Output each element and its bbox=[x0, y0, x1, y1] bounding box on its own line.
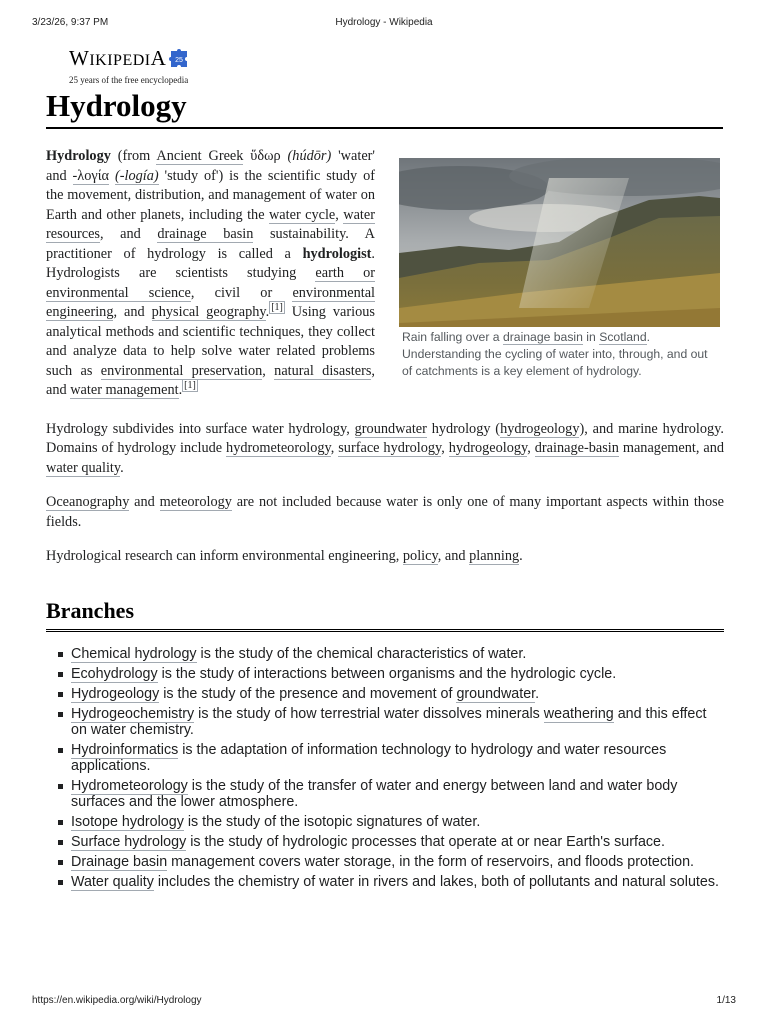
oceanography-paragraph: Oceanography and meteorology are not included because water is only one of many important aspects within those fields. bbox=[46, 494, 724, 530]
link-groundwater-branch[interactable]: groundwater bbox=[456, 685, 536, 702]
citation-ref[interactable]: [1] bbox=[271, 302, 283, 314]
list-item: Drainage basin management covers water storage, in the form of reservoirs, and floods protection. bbox=[46, 854, 724, 870]
link-hydrogeology[interactable]: hydrogeology bbox=[500, 420, 580, 437]
link-water-quality-branch[interactable]: Water quality bbox=[71, 873, 154, 890]
link-policy[interactable]: policy bbox=[402, 548, 438, 564]
link-natural-disasters[interactable]: natural disasters bbox=[274, 362, 372, 379]
link-planning[interactable]: planning bbox=[469, 548, 520, 564]
link-physical-geography[interactable]: physical geography bbox=[151, 304, 266, 320]
wikipedia-logo[interactable] bbox=[69, 46, 219, 86]
list-item: Hydroinformatics is the adaptation of information technology to hydrology and water resources applications. bbox=[46, 742, 724, 774]
rain-over-drainage-basin-image[interactable] bbox=[399, 158, 720, 327]
list-item: Ecohydrology is the study of interactions between organisms and the hydrologic cycle. bbox=[46, 666, 724, 682]
image-caption: Rain falling over a drainage basin in Scotland. Understanding the cycling of water into, through, and out of catchments is a key element of hydrology. bbox=[402, 330, 708, 378]
link-weathering[interactable]: weathering bbox=[543, 705, 614, 722]
list-item: Surface hydrology is the study of hydrologic processes that operate at or near Earth's surface. bbox=[46, 834, 724, 850]
link-ecohydrology[interactable]: Ecohydrology bbox=[71, 665, 158, 682]
link-hydrogeochemistry[interactable]: Hydrogeochemistry bbox=[71, 705, 195, 722]
logo-tagline: 25 years of the free encyclopedia bbox=[69, 75, 189, 85]
link-logia-translit[interactable]: (-logía) bbox=[114, 167, 159, 184]
list-item: Isotope hydrology is the study of the isotopic signatures of water. bbox=[46, 814, 724, 830]
citation-ref[interactable]: [1] bbox=[184, 380, 196, 392]
caption-link-drainage-basin[interactable]: drainage basin bbox=[502, 330, 583, 344]
wikipedia-wordmark: WIKIPEDIA bbox=[69, 46, 167, 70]
link-water-resources[interactable]: water resources bbox=[46, 206, 375, 242]
print-timestamp: 3/23/26, 9:37 PM bbox=[32, 17, 109, 28]
intro-paragraph: Hydrology (from Ancient Greek ὕδωρ (húdōr) 'water' and -λογία (-logía) 'study of') is the scientific study of the movement, distribution, and management of water on Earth and other planets, including the water cycle, water resources, and drainage basin sustainability. A practitioner of hydrology is called a hydrologist. Hydrologists are scientists studying earth or environmental science, civil or environmental engineering, and physical geography. [1] Using various analytical methods and scientific techniques, they collect and analyze data to help solve water related problems such as environmental preservation, natural disasters, and water management. [1] bbox=[46, 148, 376, 398]
infobox-thumbnail bbox=[399, 158, 721, 380]
research-paragraph: Hydrological research can inform environmental engineering, policy, and planning. bbox=[46, 548, 523, 564]
list-item: Hydrometeorology is the study of the transfer of water and energy between land and water body surfaces and the lower atmosphere. bbox=[46, 778, 724, 810]
list-item: Hydrogeochemistry is the study of how terrestrial water dissolves minerals weathering and this effect on water chemistry. bbox=[46, 706, 724, 738]
list-item: Chemical hydrology is the study of the chemical characteristics of water. bbox=[46, 646, 724, 662]
link-hydrometeorology-branch[interactable]: Hydrometeorology bbox=[71, 777, 188, 794]
link-environmental-preservation[interactable]: environmental preservation bbox=[100, 362, 263, 379]
print-page-number: 1/13 bbox=[716, 995, 736, 1006]
link-drainage-basin-management[interactable]: drainage-basin bbox=[534, 440, 619, 456]
article-content bbox=[46, 147, 724, 894]
link-logia[interactable]: -λογία bbox=[72, 167, 110, 184]
link-meteorology[interactable]: meteorology bbox=[159, 494, 232, 510]
subdivisions-paragraph: Hydrology subdivides into surface water hydrology, groundwater hydrology (hydrogeology), and marine hydrology. Domains of hydrology include hydrometeorology, surface hydrology, hydrogeology, drainage-basin management, and water quality. bbox=[46, 420, 725, 476]
list-item: Hydrogeology is the study of the presence and movement of groundwater. bbox=[46, 686, 724, 702]
link-chemical-hydrology[interactable]: Chemical hydrology bbox=[71, 645, 197, 662]
print-title: Hydrology - Wikipedia bbox=[335, 17, 433, 28]
link-hydrogeology-branch[interactable]: Hydrogeology bbox=[71, 685, 160, 702]
link-drainage-basin-branch[interactable]: Drainage basin bbox=[71, 853, 168, 870]
link-surface-hydrology[interactable]: surface hydrology bbox=[338, 440, 442, 456]
link-hydroinformatics[interactable]: Hydroinformatics bbox=[71, 741, 179, 758]
link-ancient-greek[interactable]: Ancient Greek bbox=[156, 148, 244, 164]
puzzle-globe-icon bbox=[168, 48, 190, 70]
svg-text:25: 25 bbox=[175, 57, 184, 64]
print-footer bbox=[32, 995, 736, 1007]
print-url: https://en.wikipedia.org/wiki/Hydrology bbox=[32, 995, 202, 1006]
link-water-management[interactable]: water management bbox=[70, 382, 179, 398]
caption-link-scotland[interactable]: Scotland bbox=[599, 330, 647, 344]
link-drainage-basin[interactable]: drainage basin bbox=[157, 226, 254, 242]
link-earth-science[interactable]: earth or environmental science bbox=[46, 265, 375, 301]
page-title: Hydrology bbox=[46, 86, 723, 129]
link-hydrometeorology[interactable]: hydrometeorology bbox=[226, 440, 331, 456]
print-header bbox=[32, 17, 736, 29]
link-groundwater[interactable]: groundwater bbox=[354, 420, 427, 437]
link-environmental-engineering[interactable]: environmental engineering bbox=[46, 284, 376, 320]
branches-list bbox=[46, 646, 724, 890]
link-hydrogeology-2[interactable]: hydrogeology bbox=[448, 440, 528, 456]
link-water-cycle[interactable]: water cycle bbox=[268, 206, 336, 223]
link-surface-hydrology-branch[interactable]: Surface hydrology bbox=[71, 833, 187, 850]
section-heading-branches: Branches bbox=[46, 597, 724, 632]
link-isotope-hydrology[interactable]: Isotope hydrology bbox=[71, 813, 184, 830]
link-oceanography[interactable]: Oceanography bbox=[46, 494, 130, 510]
link-water-quality[interactable]: water quality bbox=[46, 459, 121, 476]
list-item: Water quality includes the chemistry of water in rivers and lakes, both of pollutants and natural solutes. bbox=[46, 874, 724, 890]
